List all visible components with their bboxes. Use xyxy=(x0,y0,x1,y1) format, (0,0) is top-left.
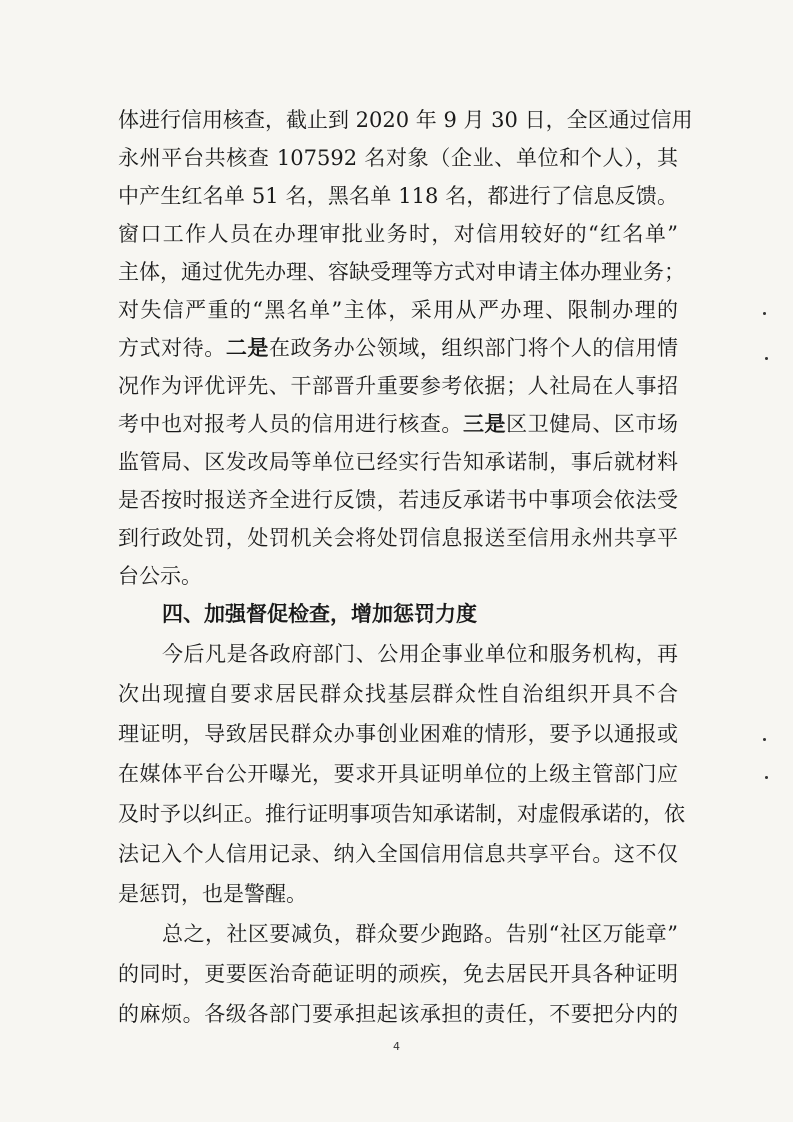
scan-speck xyxy=(763,738,766,741)
section-heading: 四、加强督促检查，增加惩罚力度 xyxy=(162,601,477,626)
text-line xyxy=(118,406,678,442)
text-line: 是否按时报送齐全进行反馈，若违反承诺书中事项会依法受 xyxy=(118,488,678,512)
emphasis-second: 二是 xyxy=(225,335,269,360)
text-line: 台公示。 xyxy=(118,564,202,588)
text-line: 中产生红名单 51 名，黑名单 118 名，都进行了信息反馈。 xyxy=(118,184,678,208)
text-line: 体进行信用核查，截止到 2020 年 9 月 30 日，全区通过信用 xyxy=(118,108,693,132)
text-span: 考中也对报考人员的信用进行核查。 xyxy=(118,412,463,436)
text-span: 区卫健局、区市场 xyxy=(506,412,679,436)
text-line: 主体，通过优先办理、容缺受理等方式对申请主体办理业务； xyxy=(118,260,685,284)
text-line: 今后凡是各政府部门、公用企事业单位和服务机构，再 xyxy=(162,642,678,666)
text-line: 是惩罚，也是警醒。 xyxy=(118,882,307,906)
text-line: 窗口工作人员在办理审批业务时，对信用较好的“红名单” xyxy=(118,222,678,246)
text-line: 况作为评优评先、干部晋升重要参考依据；人社局在人事招 xyxy=(118,374,678,398)
text-line: 在媒体平台公开曝光，要求开具证明单位的上级主管部门应 xyxy=(118,762,678,786)
scan-speck xyxy=(765,357,768,360)
scan-speck xyxy=(763,312,766,315)
text-line: 对失信严重的“黑名单”主体，采用从严办理、限制办理的 xyxy=(118,298,678,322)
emphasis-third: 三是 xyxy=(462,411,507,436)
text-span: 在政务办公领域，组织部门将个人的信用情 xyxy=(268,336,679,360)
text-line: 及时予以纠正。推行证明事项告知承诺制，对虚假承诺的，依 xyxy=(118,802,685,826)
text-line: 的麻烦。各级各部门要承担起该承担的责任，不要把分内的 xyxy=(118,1002,678,1026)
text-line: 到行政处罚，处罚机关会将处罚信息报送至信用永州共享平 xyxy=(118,526,678,550)
text-line xyxy=(118,330,678,366)
text-line: 永州平台共核查 107592 名对象（企业、单位和个人），其 xyxy=(118,146,678,170)
text-line: 的同时，更要医治奇葩证明的顽疾，免去居民开具各种证明 xyxy=(118,962,678,986)
text-span: 方式对待。 xyxy=(118,336,226,360)
text-line: 次出现擅自要求居民群众找基层群众性自治组织开具不合 xyxy=(118,682,678,706)
text-line: 监管局、区发改局等单位已经实行告知承诺制，事后就材料 xyxy=(118,450,678,474)
text-line: 理证明，导致居民群众办事创业困难的情形，要予以通报或 xyxy=(118,722,678,746)
page-number: 4 xyxy=(393,1040,400,1053)
scan-speck xyxy=(765,776,768,779)
text-line: 法记入个人信用记录、纳入全国信用信息共享平台。这不仅 xyxy=(118,842,678,866)
text-line: 总之，社区要减负，群众要少跑路。告别“社区万能章” xyxy=(162,922,678,946)
